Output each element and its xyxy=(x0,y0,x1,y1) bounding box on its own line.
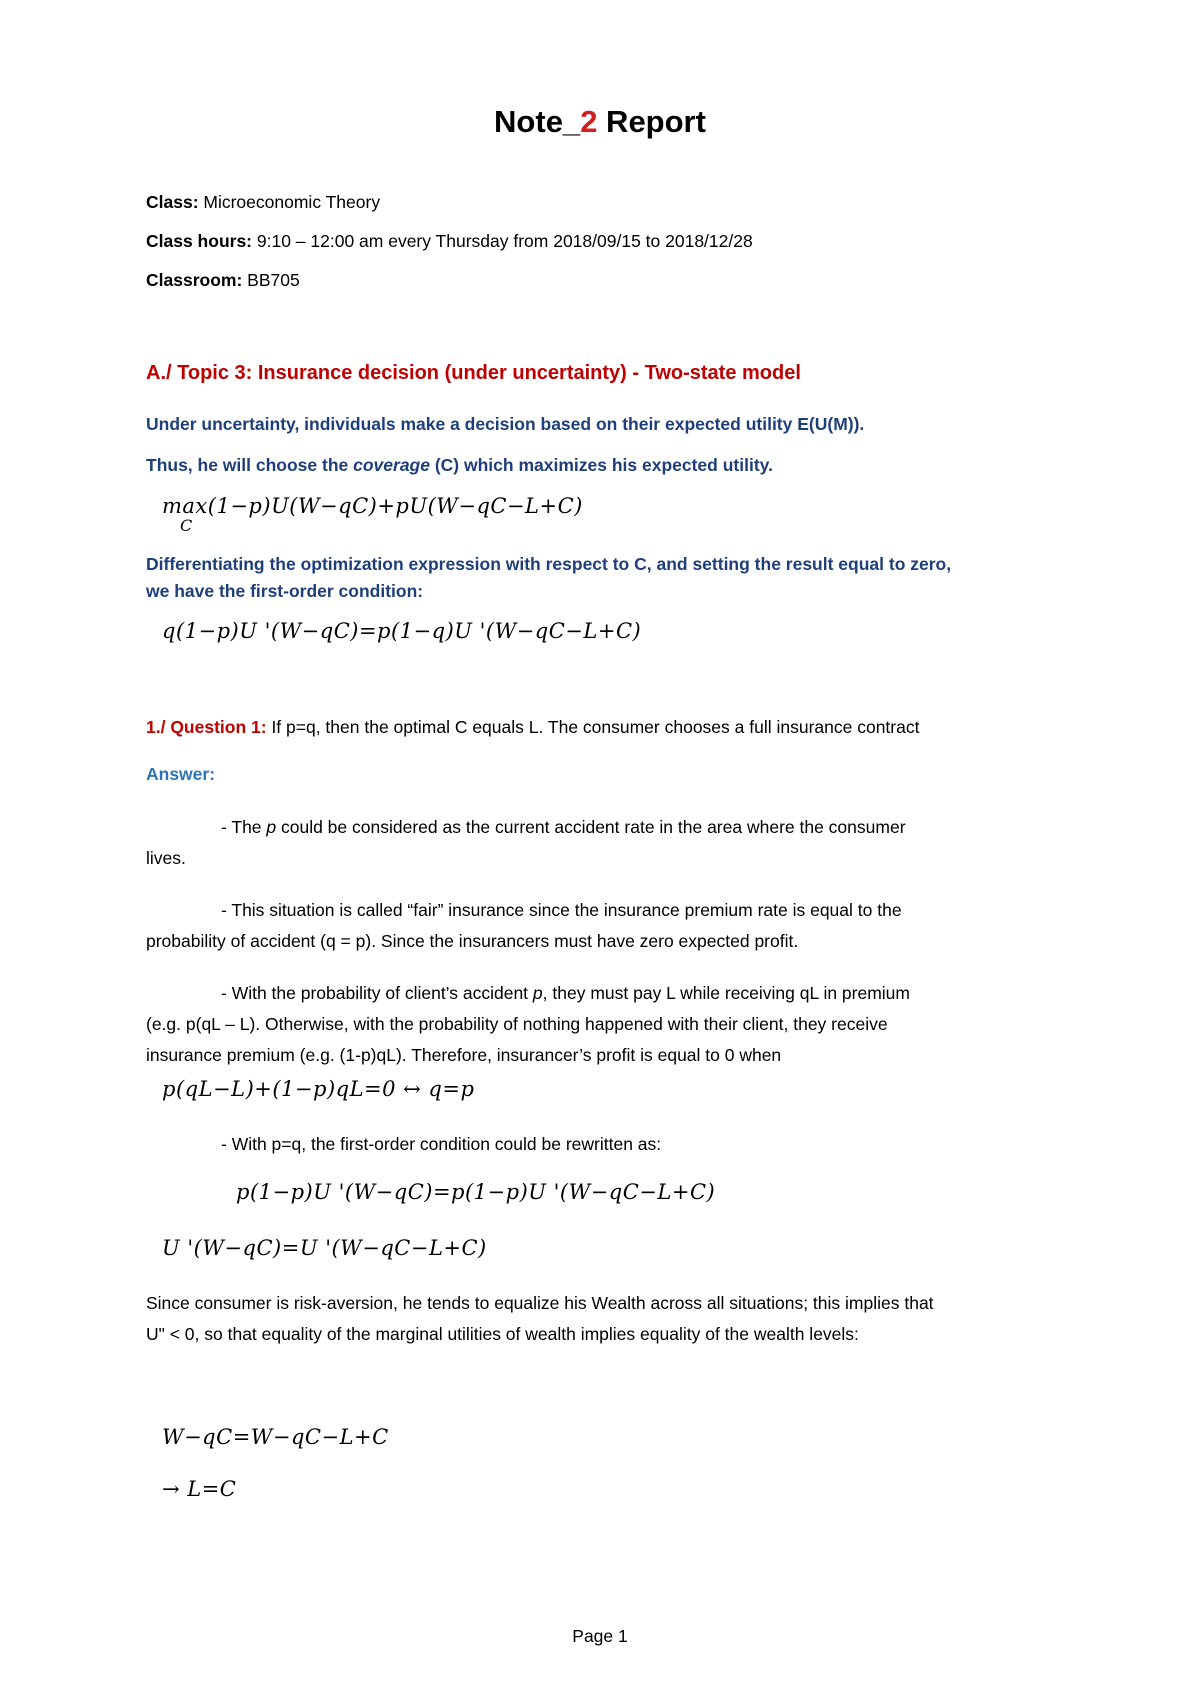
bullet3-pre: - With the probability of client’s accident xyxy=(221,983,533,1003)
page-title xyxy=(0,104,1200,140)
bullet4-line: - With p=q, the first-order condition could be rewritten as: xyxy=(221,1134,662,1154)
bullet2-line2: probability of accident (q = p). Since the insurancers must have zero expected profit. xyxy=(146,931,799,951)
class-hours-line xyxy=(146,231,753,252)
classroom-value: BB705 xyxy=(242,270,300,290)
bullet3-line2: (e.g. p(qL – L). Otherwise, with the probability of nothing happened with their client, they receive xyxy=(146,1014,888,1034)
class-hours-value: 9:10 – 12:00 am every Thursday from 2018/09/15 to 2018/12/28 xyxy=(252,231,753,251)
bullet1-post: could be considered as the current accident rate in the area where the consumer xyxy=(276,817,906,837)
line2-coverage: coverage xyxy=(353,455,430,475)
line2-pre: Thus, he will choose the xyxy=(146,455,354,475)
equation-profit: p(qL−L)+(1−p)qL=0 ↔ q=p xyxy=(162,1077,475,1101)
differentiate-line1: Differentiating the optimization expression with respect to C, and setting the result equal to zero, xyxy=(146,554,952,574)
bullet3-line1 xyxy=(221,979,910,1008)
equation-marginal-utility: U '(W−qC)=U '(W−qC−L+C) xyxy=(162,1236,487,1260)
bullet3-line3: insurance premium (e.g. (1-p)qL). Therefore, insurancer’s profit is equal to 0 when xyxy=(146,1045,782,1065)
class-value: Microeconomic Theory xyxy=(198,192,381,212)
max-word: max xyxy=(162,494,208,518)
bullet1-line1 xyxy=(221,813,906,842)
equation-foc-rewritten: p(1−p)U '(W−qC)=p(1−p)U '(W−qC−L+C) xyxy=(236,1180,716,1204)
max-subscript: C xyxy=(180,516,193,535)
class-label: Class: xyxy=(146,192,199,212)
answer-label: Answer: xyxy=(146,764,216,784)
question1-line xyxy=(146,713,919,742)
title-number: 2 xyxy=(580,104,598,139)
bullet3-post: , they must pay L while receiving qL in premium xyxy=(542,983,910,1003)
class-hours-label: Class hours: xyxy=(146,231,252,251)
line2-post: (C) which maximizes his expected utility. xyxy=(429,455,773,475)
objective-expression: (1−p)U(W−qC)+pU(W−qC−L+C) xyxy=(207,494,583,518)
page-number: Page 1 xyxy=(572,1626,628,1646)
conclusion-line1: Since consumer is risk-aversion, he tends to equalize his Wealth across all situations; this implies that xyxy=(146,1293,934,1313)
section-a-heading: A./ Topic 3: Insurance decision (under uncertainty) - Two-state model xyxy=(146,362,801,384)
bullet1-p: p xyxy=(266,817,277,837)
bullet3-p: p xyxy=(532,983,543,1003)
equation-objective xyxy=(162,494,583,535)
classroom-label: Classroom: xyxy=(146,270,243,290)
differentiate-line2: we have the first-order condition: xyxy=(146,581,424,601)
class-line xyxy=(146,192,380,213)
bullet2-line1: - This situation is called “fair” insurance since the insurance premium rate is equal to the xyxy=(221,900,902,920)
equation-wealth-equality: W−qC=W−qC−L+C xyxy=(162,1425,389,1449)
bullet1-pre: - The xyxy=(221,817,267,837)
question1-label: 1./ Question 1: xyxy=(146,717,267,737)
section-a-line2 xyxy=(146,455,773,476)
equation-result: → L=C xyxy=(162,1477,237,1501)
max-operator xyxy=(162,494,208,535)
bullet1-line2: lives. xyxy=(146,848,186,868)
question1-text: If p=q, then the optimal C equals L. The consumer chooses a full insurance contract xyxy=(266,717,920,737)
title-prefix: Note_ xyxy=(494,104,581,139)
section-a-line1: Under uncertainty, individuals make a decision based on their expected utility E(U(M)). xyxy=(146,414,865,434)
classroom-line xyxy=(146,270,300,291)
conclusion-line2: U" < 0, so that equality of the marginal utilities of wealth implies equality of the wealth levels: xyxy=(146,1324,859,1344)
title-suffix: Report xyxy=(597,104,706,139)
equation-foc: q(1−p)U '(W−qC)=p(1−q)U '(W−qC−L+C) xyxy=(162,619,642,643)
